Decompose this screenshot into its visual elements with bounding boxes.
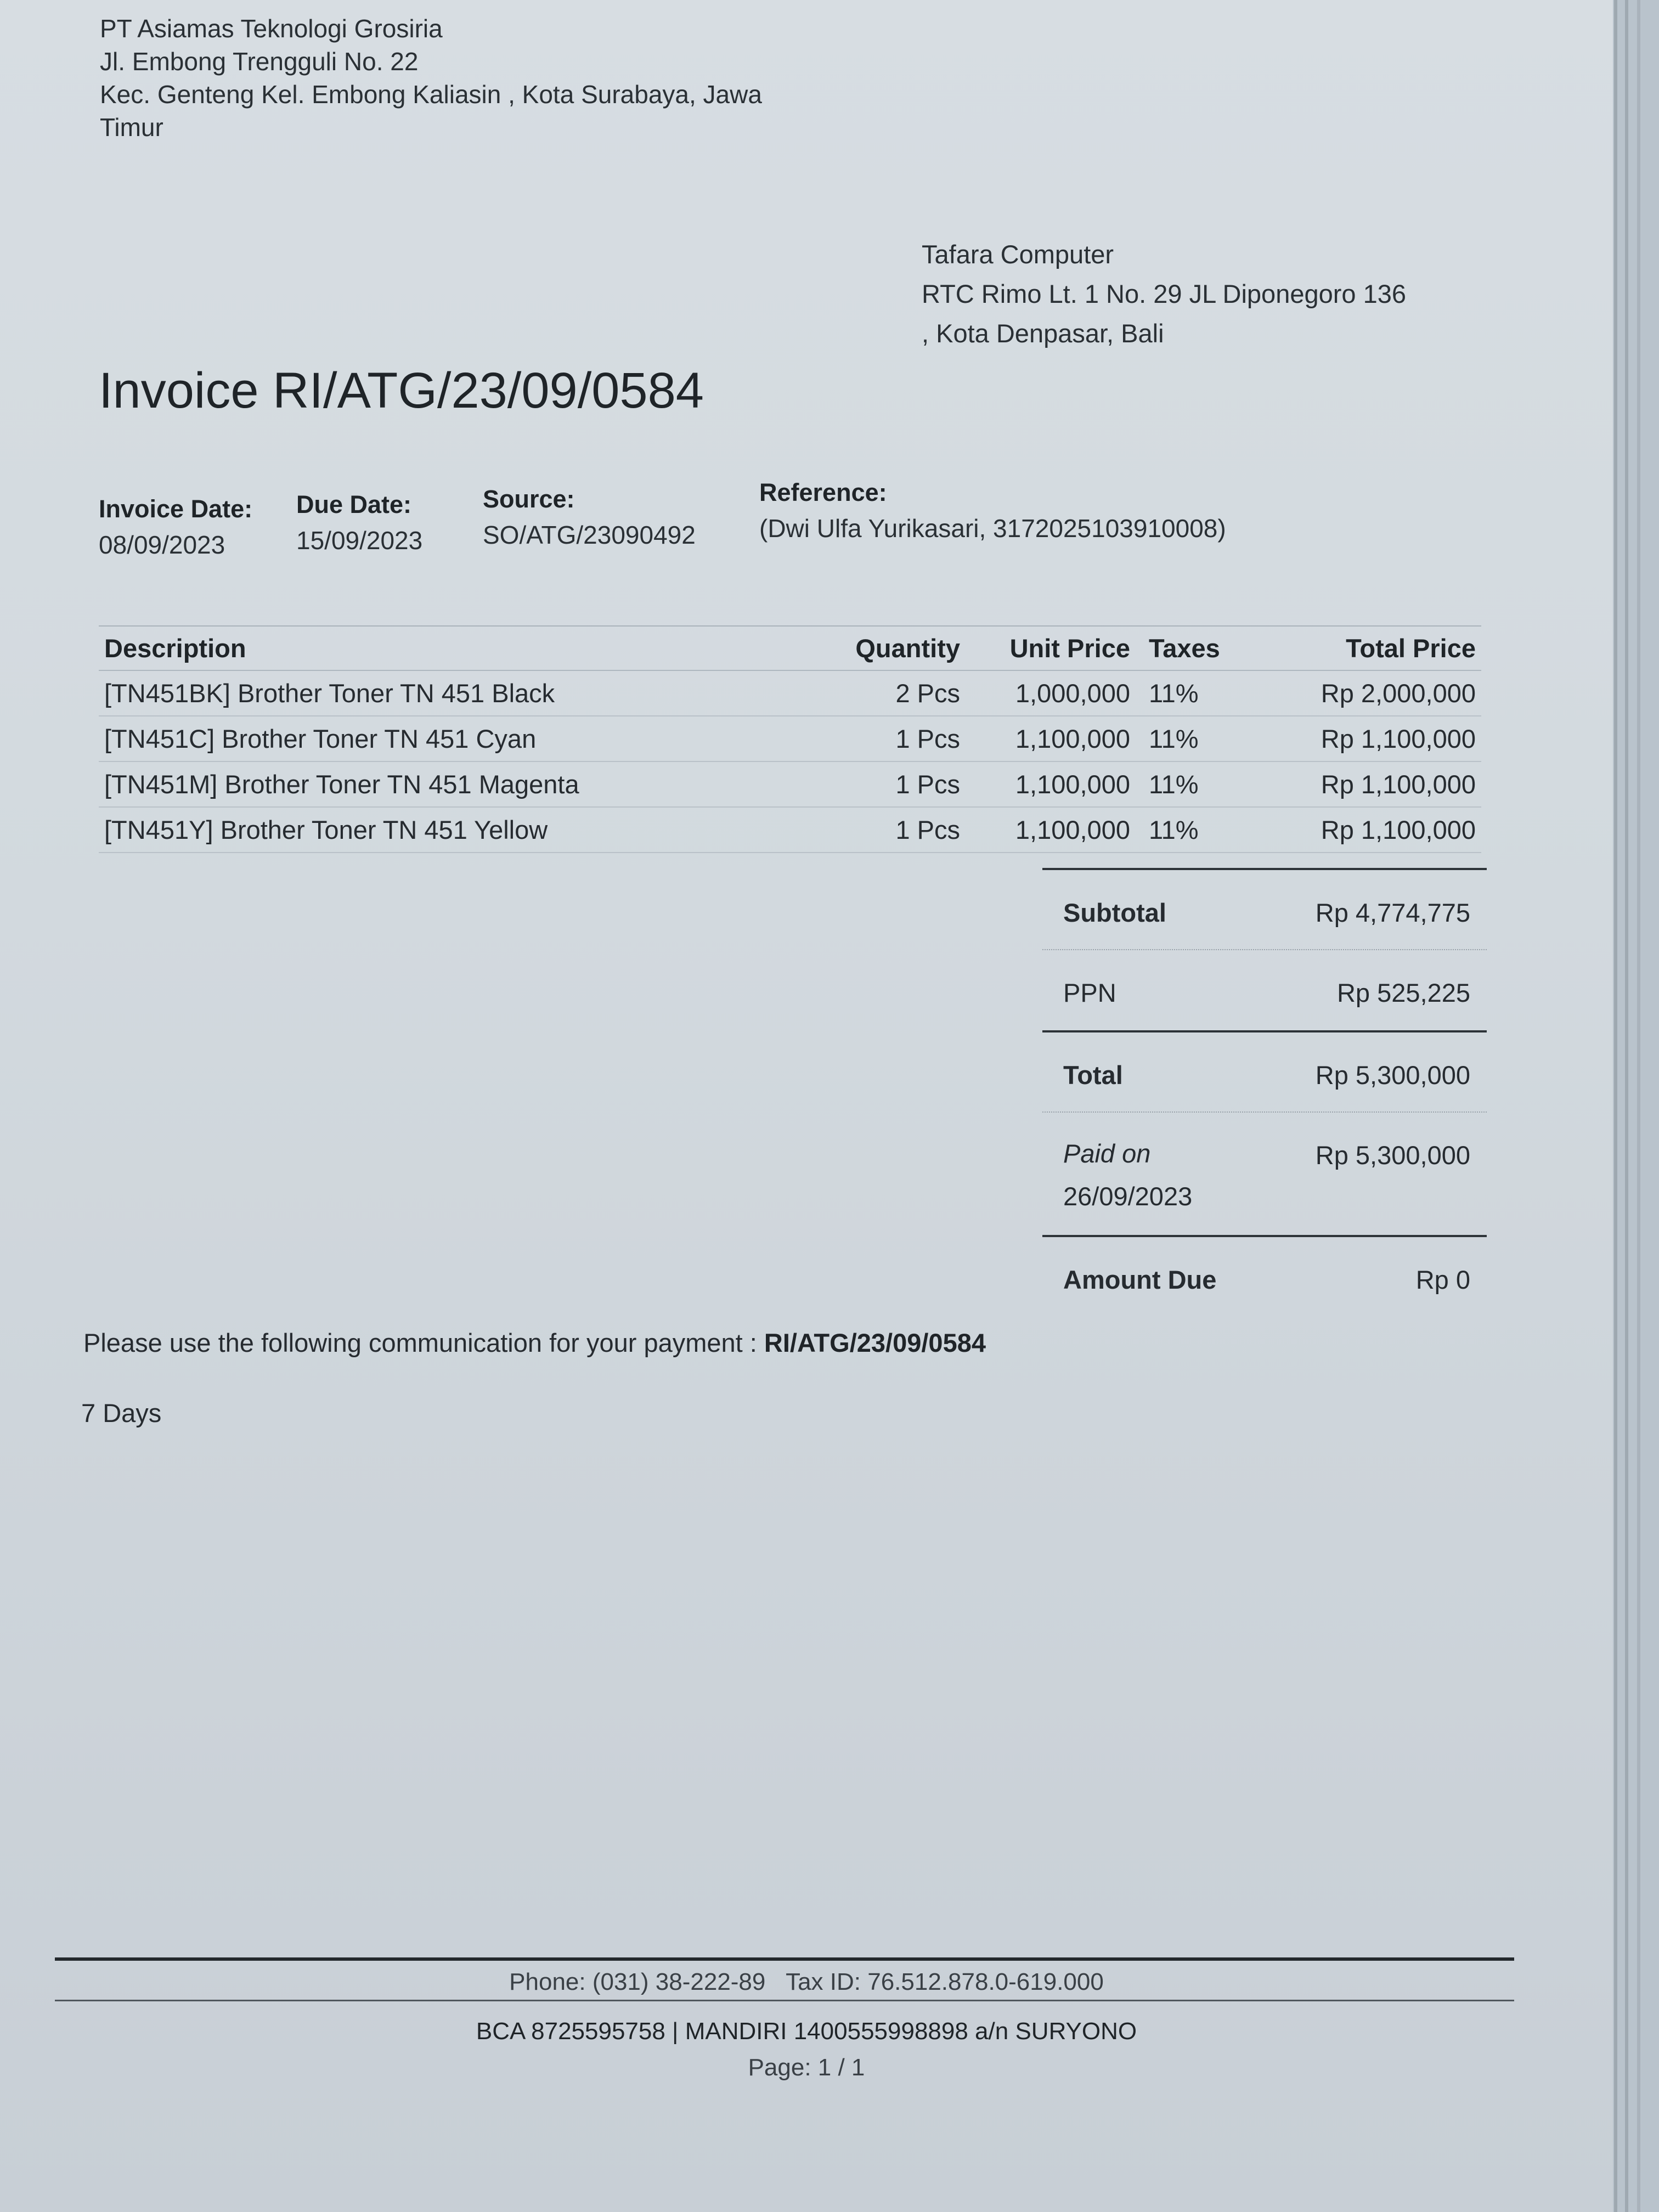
line-unit-price: 1,100,000 bbox=[966, 716, 1136, 761]
source-value: SO/ATG/23090492 bbox=[483, 521, 696, 549]
line-taxes: 11% bbox=[1136, 670, 1269, 716]
total-label: Total bbox=[1063, 1060, 1123, 1090]
customer-address bbox=[922, 235, 1406, 353]
paper-edge bbox=[1637, 0, 1640, 2212]
reference-block bbox=[759, 478, 1226, 543]
table-row bbox=[99, 761, 1481, 807]
footer-contact bbox=[0, 1968, 1613, 1996]
paid-label-block bbox=[1063, 1132, 1192, 1218]
line-quantity: 1 Pcs bbox=[812, 807, 966, 853]
total-row bbox=[1042, 1030, 1487, 1111]
paid-date: 26/09/2023 bbox=[1063, 1182, 1193, 1211]
invoice-date-label: Invoice Date: bbox=[99, 495, 253, 523]
tax-row bbox=[1042, 949, 1487, 1030]
company-region: Timur bbox=[100, 113, 163, 142]
customer-address-line-2: , Kota Denpasar, Bali bbox=[922, 319, 1164, 348]
invoice-date-block bbox=[99, 495, 252, 560]
total-value: Rp 5,300,000 bbox=[1315, 1060, 1470, 1090]
invoice-lines-table bbox=[99, 625, 1481, 853]
line-description: [TN451BK] Brother Toner TN 451 Black bbox=[99, 670, 812, 716]
line-total: Rp 1,100,000 bbox=[1269, 716, 1481, 761]
amount-due-value: Rp 0 bbox=[1415, 1265, 1470, 1294]
source-label: Source: bbox=[483, 485, 575, 513]
line-description: [TN451C] Brother Toner TN 451 Cyan bbox=[99, 716, 812, 761]
due-date-label: Due Date: bbox=[296, 490, 412, 518]
amount-due-label: Amount Due bbox=[1063, 1265, 1217, 1294]
footer-divider bbox=[55, 2000, 1514, 2001]
customer-address-line-1: RTC Rimo Lt. 1 No. 29 JL Diponegoro 136 bbox=[922, 279, 1407, 308]
due-date-value: 15/09/2023 bbox=[296, 526, 423, 555]
paid-label: Paid on bbox=[1063, 1139, 1151, 1168]
total-price-header: Total Price bbox=[1269, 626, 1481, 670]
paid-row bbox=[1042, 1111, 1487, 1235]
reference-label: Reference: bbox=[759, 478, 887, 506]
line-quantity: 1 Pcs bbox=[812, 761, 966, 807]
footer-phone: Phone: (031) 38-222-89 bbox=[509, 1968, 766, 1995]
line-description: [TN451M] Brother Toner TN 451 Magenta bbox=[99, 761, 812, 807]
payment-communication bbox=[83, 1328, 986, 1358]
due-date-block bbox=[296, 490, 422, 555]
source-block bbox=[483, 485, 696, 550]
line-total: Rp 1,100,000 bbox=[1269, 761, 1481, 807]
line-quantity: 2 Pcs bbox=[812, 670, 966, 716]
company-address bbox=[100, 12, 762, 144]
tax-value: Rp 525,225 bbox=[1336, 978, 1470, 1007]
quantity-header: Quantity bbox=[812, 626, 966, 670]
communication-reference: RI/ATG/23/09/0584 bbox=[764, 1328, 986, 1357]
payment-terms: 7 Days bbox=[81, 1398, 162, 1427]
company-area: Kec. Genteng Kel. Embong Kaliasin , Kota Surabaya, Jawa bbox=[100, 80, 762, 109]
invoice-date-value: 08/09/2023 bbox=[99, 531, 225, 559]
subtotal-row bbox=[1042, 868, 1487, 949]
tax-label: PPN bbox=[1063, 978, 1116, 1007]
footer-divider bbox=[55, 1957, 1514, 1961]
reference-value: (Dwi Ulfa Yurikasari, 3172025103910008) bbox=[759, 514, 1226, 543]
line-unit-price: 1,100,000 bbox=[966, 761, 1136, 807]
table-row bbox=[99, 670, 1481, 716]
line-quantity: 1 Pcs bbox=[812, 716, 966, 761]
line-total: Rp 2,000,000 bbox=[1269, 670, 1481, 716]
unit-price-header: Unit Price bbox=[966, 626, 1136, 670]
line-taxes: 11% bbox=[1136, 807, 1269, 853]
paid-amount: Rp 5,300,000 bbox=[1315, 1141, 1470, 1170]
description-header: Description bbox=[99, 626, 812, 670]
amount-due-row bbox=[1042, 1235, 1487, 1316]
paper-edge bbox=[1614, 0, 1617, 2212]
subtotal-value: Rp 4,774,775 bbox=[1315, 898, 1470, 927]
line-unit-price: 1,100,000 bbox=[966, 807, 1136, 853]
line-description: [TN451Y] Brother Toner TN 451 Yellow bbox=[99, 807, 812, 853]
footer-bank: BCA 8725595758 | MANDIRI 1400555998898 a/n SURYONO bbox=[476, 2018, 1137, 2045]
totals-block bbox=[1042, 868, 1487, 1316]
customer-name: Tafara Computer bbox=[922, 240, 1114, 269]
company-street: Jl. Embong Trengguli No. 22 bbox=[100, 47, 419, 76]
invoice-title: Invoice RI/ATG/23/09/0584 bbox=[99, 363, 704, 419]
communication-text: Please use the following communication for your payment : bbox=[83, 1328, 764, 1357]
line-taxes: 11% bbox=[1136, 761, 1269, 807]
company-name: PT Asiamas Teknologi Grosiria bbox=[100, 14, 443, 43]
footer-page: Page: 1 / 1 bbox=[748, 2054, 865, 2081]
paper-edge bbox=[1625, 0, 1628, 2212]
table-row bbox=[99, 807, 1481, 853]
subtotal-label: Subtotal bbox=[1063, 898, 1166, 927]
line-taxes: 11% bbox=[1136, 716, 1269, 761]
taxes-header: Taxes bbox=[1136, 626, 1269, 670]
line-unit-price: 1,000,000 bbox=[966, 670, 1136, 716]
table-row bbox=[99, 716, 1481, 761]
table-header-row bbox=[99, 626, 1481, 670]
line-total: Rp 1,100,000 bbox=[1269, 807, 1481, 853]
footer-tax-id: Tax ID: 76.512.878.0-619.000 bbox=[786, 1968, 1104, 1995]
